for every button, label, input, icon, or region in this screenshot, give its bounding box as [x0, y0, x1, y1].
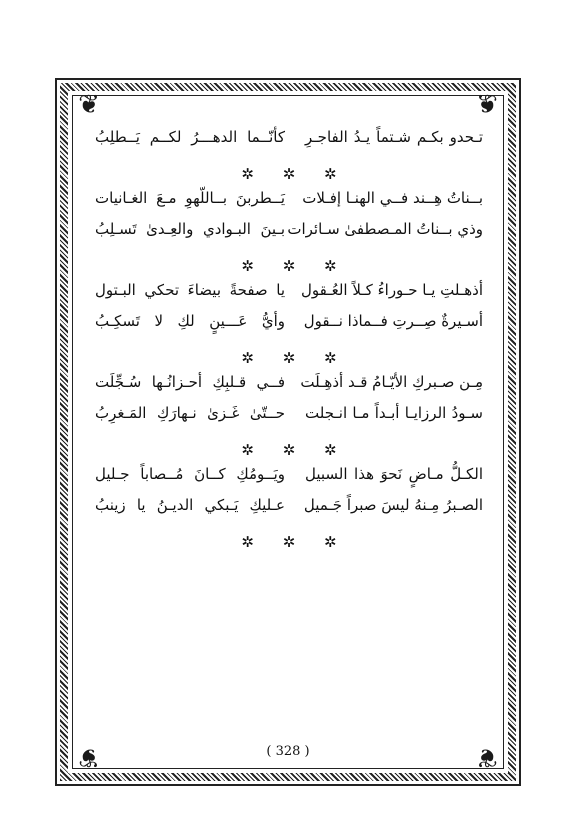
- verse-first-hemistich: وذي بــناتُ المـصطفىٰ سـائرات: [287, 220, 483, 238]
- verse-second-hemistich: عـليكِ يَـبكي الديـنُ يا زينبُ: [95, 496, 285, 514]
- verse-first-hemistich: أذهـلتِ يـا حـوراءُ كـلاً العُـقول: [300, 281, 483, 299]
- verse-second-hemistich: ويَــومُكِ كــانَ مُــصاباً جـليل: [95, 465, 285, 483]
- verse-line: [95, 373, 483, 404]
- verse-first-hemistich: سـودُ الرزايـا أبـداً مـا انـجلت: [305, 404, 483, 422]
- verse-first-hemistich: تـحدو بكـم شـتماً يـدُ الفاجـرِ: [305, 128, 483, 146]
- stanza-separator-stars-icon: ✲ ✲ ✲: [241, 533, 349, 551]
- floral-corner-icon: ❦: [476, 742, 498, 772]
- verse-second-hemistich: يَــطربنَ بــاللّهوِ مـعَ الغـانيات: [95, 189, 285, 207]
- verse-second-hemistich: بـينَ البـوادي والعِـدىٰ تَسـلِبُ: [95, 220, 285, 238]
- verse-line: [95, 281, 483, 312]
- page-number: ( 328 ): [266, 744, 310, 759]
- verse-line: [95, 220, 483, 251]
- poem-body: [95, 128, 483, 557]
- verse-second-hemistich: فــي قـلبِكِ أحـزانُـها سُـجِّلَت: [95, 373, 285, 391]
- stanza-separator-stars-icon: ✲ ✲ ✲: [241, 349, 349, 367]
- verse-line: [95, 128, 483, 159]
- verse-line: [95, 189, 483, 220]
- floral-corner-icon: ❦: [476, 90, 498, 120]
- verse-first-hemistich: الصـبرُ مِـنهُ ليسَ صبراً جَـميل: [303, 496, 483, 514]
- verse-line: [95, 465, 483, 496]
- verse-second-hemistich: حــتّىٰ غَـزىٰ نـهارَكِ المَـغرِبُ: [95, 404, 285, 422]
- verse-second-hemistich: وأيُّ عَـــينٍ لكِ لا تَسكِـبُ: [95, 312, 285, 330]
- verse-first-hemistich: الكـلُّ مـاضٍ نَحوَ هذا السبيل: [305, 465, 483, 483]
- floral-corner-icon: ❦: [78, 90, 100, 120]
- stanza-separator-stars-icon: ✲ ✲ ✲: [241, 165, 349, 183]
- verse-first-hemistich: أسـيرةٌ صِــرتِ فــماذا نــقول: [303, 312, 483, 330]
- verse-second-hemistich: يا صفحةً بيضاءَ تحكي البـتول: [95, 281, 285, 299]
- floral-corner-icon: ❦: [78, 742, 100, 772]
- verse-second-hemistich: كأنّــما الدهـــرُ لكــم يَــطلِبُ: [95, 128, 285, 146]
- verse-first-hemistich: مِـن صـبركِ الأيّـامُ قـد أذهِـلَت: [300, 373, 483, 391]
- verse-first-hemistich: بــناتُ هِــند فــي الهنـا إفـلات: [302, 189, 483, 207]
- verse-line: [95, 496, 483, 527]
- verse-line: [95, 312, 483, 343]
- stanza-separator-stars-icon: ✲ ✲ ✲: [241, 441, 349, 459]
- stanza-separator-stars-icon: ✲ ✲ ✲: [241, 257, 349, 275]
- verse-line: [95, 404, 483, 435]
